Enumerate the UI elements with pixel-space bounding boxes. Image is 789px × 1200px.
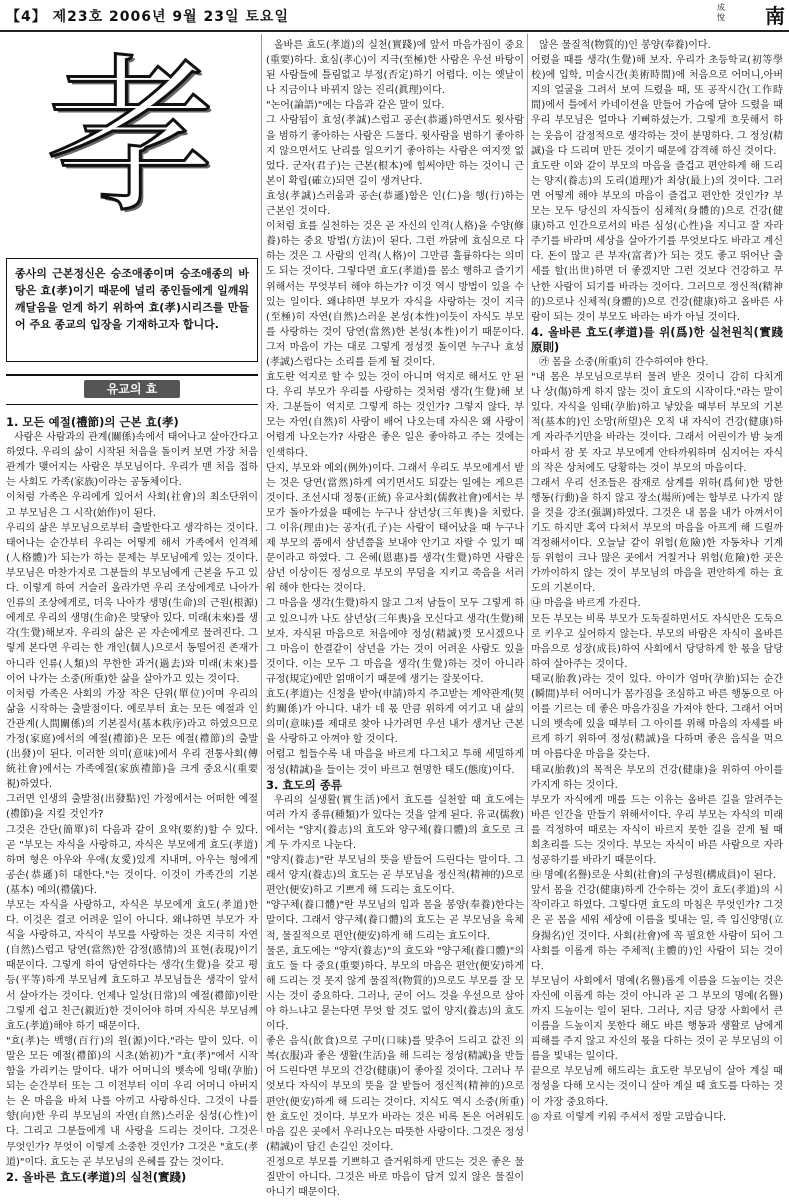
page-header [0, 0, 789, 32]
body-text: 우리의 실생활(實生活)에서 효도를 실천할 때 효도에는 여러 가지 종류(種類)가 있다는 것을 알게 된다. 유교(儒敎)에서는 "양지(養志)의 효도와 양구체(養口體)의 효도로 크게 두 가지로 나눈다. "양지(養志)"란 부모님의 뜻을 받들어 드린다는 말이다. 그래서 양지(養志)의 효도는 곧 부모님을 정신적(精神的)으로 편안(便安)하고 기쁘게 해 드리는 효도이다. "양구체(養口體)"란 부모님의 입과 몸을 봉양(奉養)한다는 말이다. 그래서 양구체(養口體)의 효도는 곧 부모님을 육체적, 물질적으로 편안(便安)하게 해 드리는 효도이다. 물론, 효도에는 "양지(養志)"의 효도와 "양구체(養口體)"의 효도 둘 다 중요(重要)하다. 부모의 마음은 편안(便安)하게 해 드리는 것 못지 않게 물질적(物質的)으로도 부모를 잘 모시는 것이 중요하다. 그러나, 굳이 어느 것을 우선으로 삼아야 하느냐고 묻는다면 무엇 할 것도 없이 양지(養志)의 효도이다. 좋은 음식(飮食)으로 구미(口味)를 맞추어 드리고 값진 의복(衣服)과 좋은 생활(生活)을 해 드리는 정성(精誠)을 반들어 드린다면 부모의 건강(健康)이 좋아질 것이다. 그러나 무엇보다 자식이 부모의 뜻을 잘 받들어 정신적(精神的)으로 편안(便安)하게 해 드리는 것이다. 지식도 역시 소중(所重)한 효도인 것이다. 부모가 바라는 것은 비록 돈은 어려워도 마음 깊은 곳에서 우러나오는 따뜻한 사랑이다. 그것은 정성(精誠)이 담긴 손길인 것이다. 진정으로 부모를 기쁘하고 즐거워하게 만드는 것은 좋은 물질만이 아니다. 그것은 바로 마음이 담겨 있지 않은 물질이 아니기 때문이다. [266, 794, 524, 1199]
section-heading: 4. 올바른 효도(孝道)를 위(爲)한 실천원칙(實踐原則) [531, 324, 783, 354]
section-tag: 유교의 효 [84, 380, 180, 398]
masthead: 南 [765, 4, 785, 28]
lead-box: 종사의 근본정신은 승조애종이며 승조애종의 바탕은 효(孝)이기 때문에 널리 종인들에게 일깨워 깨달음을 얻게 하기 위하여 효(孝)시리즈를 만들어 주요 종교의 입장을 기재하고자 합니다. [6, 258, 258, 362]
body-text: ㉮ 몸을 소중(所重)히 간수하여야 한다. "내 몸은 부모님으로부터 물려 받은 것이니 감히 다치게 나 상(傷)하게 하지 않는 것이 효도의 시작이다."라는 말이 있다. 자식을 임태(孕胎)하고 낳았을 때부터 부모의 기본적(基本的)인 소망(所望)은 오직 내 자식이 건강(健康)하게 자라주기만을 바라는 것이다. 그래서 어린이가 밤 늦게 아파서 잠 못 자고 부모에게 안타까워하며 심지어는 자식의 작은 상처에도 당황하는 것이 부모의 마음이다. 그래서 우리 선조들은 잠재로 삼계를 위하(爲何)한 망한 행동(行動)을 하지 않고 장소(場所)에는 함부로 나가지 않을 것을 강조(强調)하였다. 그것은 내 몸을 내가 아껴서이기도 하지만 혹여 다쳐서 부모의 마음을 아프게 해 드릴까 걱정해서이다. 오늘날 같이 위험(危險)한 자동차나 기계 등 위험이 크나 많은 곳에서 거칠거나 위험(危險)한 곳은 가까이하지 않는 것이 부모님의 마음을 편안하게 하는 효도의 기본이다. ㉯ 마음을 바르게 가진다. 모든 부모는 비록 부모가 도둑질하면서도 자식만은 도둑으로 키우고 싶어하지 않는다. 부모의 바람은 자식이 올바른 마음으로 성장(成長)하여 사회에서 당당하게 한 몫을 담당하여 살아주는 것이다. 태교(胎敎)라는 것이 있다. 아이가 엄마(孕胎)되는 순간(瞬間)부터 어머니가 몸가짐을 조심하고 바른 행동으로 아이를 기르는 데 좋은 마음가짐을 가져야 한다. 그래서 어머니의 뱃속에 있을 때부터 그 아이를 위해 마음의 자세를 바르게 하기 위하여 정성(精誠)을 다하며 좋은 음식을 먹으며 아름다운 마음을 갖는다. 태교(胎敎)의 목적은 부모의 건강(健康)을 위하여 아이를 가지게 하는 것이다. 부모가 자식에게 매를 드는 이유는 올바른 길을 알려주는 바른 인간을 만들기 위해서이다. 우리 부모는 자식의 미래를 걱정하여 때로는 자식이 바르지 못한 길을 걷게 될 때 회초리를 드는 것이다. 부모는 자식이 바른 사람으로 자라 성공하기를 바라기 때문이다. ㉰ 명예(名譽)로운 사회(社會)의 구성원(構成員)이 된다. 앞서 몸을 건강(健康)하게 간수하는 것이 효도(孝道)의 시작이라고 하였다. 그렇다면 효도의 마침은 무엇인가? 그것은 곧 몸을 세워 세상에 이름을 빛내는 일, 즉 입신양명(立身揚名)인 것이다. 사회(社會)에 꼭 필요한 사람이 되어 그 사회를 이롭게 하는 주체적(主體的)인 사람이 되는 것이다. 부모님이 사회에서 명예(名譽)롭게 이름을 드높이는 것은 자신에 이롭게 하는 것이 아니라 곧 그 부모의 명예(名譽)까지 드높이는 일이 된다. 그러나, 지금 당장 사회에서 큰 이름을 드높이지 못한다 해도 바른 행동과 생활로 남에게 피해를 주지 않고 자신의 몫을 다하는 것이 곧 부모님의 이름을 빛내는 일이다. 끝으로 부모님께 해드리는 효도란 부모님이 살아 계실 때 정성을 다해 모시는 것이니 살아 계실 때 효도를 다하는 것이 가장 중요하다. ◎ 자료 이렇게 키워 주셔서 정말 고맙습니다. [531, 356, 783, 1123]
section-banner [6, 374, 258, 405]
hanja-title: 孝 [46, 39, 217, 237]
section-heading: 2. 올바른 효도(孝道)의 실천(實踐) [6, 1169, 187, 1184]
issue-line: 【4】 제23호 2006년 9월 23일 토요일 [6, 9, 289, 25]
body-text: 않은 물질적(物質的)인 봉양(奉養)이다. 어렸을 때를 생각(生覺)해 보자. 우리가 초등학교(初等學校)에 입학, 미술시간(美術時間)에 처음으로 어머니,아버지의 얼굴을 그려서 보여 드렸을 때, 또 공작시간(工作時間)에서 틀에서 카네이션을 만들어 가슴에 달아 드렸을 때 우리 부모님은 얼마나 기뻐하셨는가. 그렇게 흐뭇해서 하는 웃음이 감정적으로 생각하는 것이 분명하다. 그 정성(精誠)을 다 드리며 만든 것이기 때문에 감격해 하신 것이다. 효도란 이와 같이 부모의 마음을 즐겁고 편안하게 해 드리는 양지(養志)의 도리(道理)가 최상(最上)의 것이다. 그러면 어떻게 해야 부모의 마음이 즐겁고 편안한 것인가? 부모는 모두 당신의 자식들이 심체적(身體的)으로 건강(健康)하고 인간으로서의 바른 심성(心性)을 지니고 잘 자라주기를 바라며 세상을 살아가기를 무엇보다도 바라고 계신다. 돈이 많고 큰 부자(富者)가 되는 것도 좋고 뛰어난 출세를 할(出世)하면 더 좋겠지만 그런 것보다 건강하고 무난한 사람이 되기를 바라는 것이다. 그러므로 정신적(精神的)으로나 신체적(身體的)으로 건강(健康)하고 올바른 사람이 되는 것이 부모도 바라는 바가 아닐 것이다. [531, 40, 783, 323]
body-text: 사람은 사람과의 관계(關係)속에서 태어나고 살아간다고 하였다. 우리의 삶이 시작된 처음을 돌이켜 보면 가장 처음 관계가 맺어지는 사람은 부모님이다. 우리가 맨 처음 접하는 사회도 가족(家族)이라는 공동체이다. 이처럼 가족은 우리에게 있어서 사회(社會)의 최소단위이고 부모님은 그 시작(始作)이 된다. 우리의 삶은 부모님으로부터 출발한다고 생각하는 것이다. 태어나는 순간부터 우리는 어떻게 해서 가족에서 인격체(人格體)가 되는가 하는 문제는 부모님에게 있는 것이다. 부모님은 마찬가지로 그분들의 부모님에게 근본을 두고 있다. 이렇게 하여 거슬러 올라가면 우리 조상에게로 나아가 인류의 조상에게로, 더욱 나아가 생명(生命)의 근원(根源)에게로 우리의 생명(生命)은 맞닿아 있다. 미래(未來)를 생각(生覺)해보자. 우리의 삶은 곧 자손에게로 물려진다. 그렇게 본다면 우리는 한 개인(個人)으로서 동떨어진 존재가 아니라 인류(人類)의 무한한 과거(過去)와 미래(未來)를 이어 나가는 소중(所重)한 삶을 살아가고 있는 것이다. 이처럼 가족은 사회의 가장 작은 단위(單位)이며 우리의 삶을 시작하는 출발점이다. 예로부터 효는 모든 예절과 인간관계(人間關係)의 기본질서(基本秩序)라고 하였으므로 가정(家庭)에서의 예절(禮節)은 모든 예절(禮節)의 출발(出發)이 된다. 이러한 의미(意味)에서 우리 전통사회(傳統社會)에서는 가족예절(家族禮節)을 크게 중요시(重要視)하였다. 그러면 인생의 출발점(出發點)인 가정에서는 어떠한 예절(禮節)을 지킬 것인가? 그것은 간단(簡單)히 다음과 같이 요약(要約)할 수 있다. 곧 "부모는 자식을 사랑하고, 자식은 부모에게 효도(孝道)하며 형은 아우와 우애(友愛)있게 지내며, 아우는 형에게 공손(恭遜)히 대한다."는 것이다. 이것이 가족간의 기본(基本) 예의(禮儀)다. 부모는 자식을 사랑하고, 자식은 부모에게 효도(孝道)한다. 이것은 결코 어려운 일이 아니다. 왜냐하면 부모가 자식을 사랑하고, 자식이 부모를 사랑하는 것은 지극히 자연(自然)스럽고 당연(當然)한 감정(感情)의 표현(表現)이기 때문이다. 그렇게 하여 당연하다는 생각(生覺)을 갖고 평등(平等)하게 부모님께 효도하고 부모님들은 생각이 앞서서 살아가는 것이다. 언제나 일상(日常)의 예절(禮節)이란 그렇게 쉽고 친근(親近)한 것이어야 하며 자식은 부모님께 효도(孝道)해야 하기 때문이다. "효(孝)는 백행(百行)의 원(源)이다."라는 말이 있다. 이 말은 모든 예절(禮節)의 시초(始初)가 "효(孝)"에서 시작함을 가리키는 말이다. 내가 어머니의 뱃속에 잉태(孕胎)되는 순간부터 또는 그 이전부터 이미 우리 어머니 아버지는 온 마음을 바쳐 나를 아끼고 사랑하신다. 그것이 나를 향(向)한 우리 부모님의 자연(自然)스러운 심성(心性)이다. 그리고 그분들에게 내 사랑을 드리는 것이다. 그것은 무엇인가? 무엇이 이렇게 소중한 것인가? 그것은 "효도(孝道)"이다. 효도는 곧 부모님의 은혜를 갚는 것이다. [6, 432, 258, 1168]
masthead-small: 成悅 [717, 3, 725, 22]
body-text: 올바른 효도(孝道)의 실천(實踐)에 앞서 마음가짐이 중요(重要)하다. 효심(孝心)이 지극(至極)한 사람은 우선 바탕이 된 사람들에 틀림없고 부정(否定)하기 어렵다. 이는 옛날이나 지금이나 바뀌지 않는 진리(眞理)이다. "논어(論語)"에는 다음과 같은 말이 있다. 그 사람됨이 효성(孝誠)스럽고 공손(恭遜)하면서도 윗사람을 범하기 좋아하는 사람은 드물다. 윗사람을 범하기 좋아하지 않으면서도 난리를 일으키기 좋아하는 사람은 여지껏 없었다. 군자(君子)는 근본(根本)에 힘써야만 하는 것이니 근본이 확립(確立)되면 길이 생겨난다. 효성(孝誠)스러움과 공손(恭遜)함은 인(仁)을 행(行)하는 근본인 것이다. 이처럼 효를 실천하는 것은 곧 자신의 인격(人格)을 수양(修養)하는 중요 방법(方法)이 된다. 그런 까닭에 효심으로 다하는 것은 그 사람의 인격(人格)이 그만큼 훌륭하다는 의미도 되는 것이다. 그렇다면 효도(孝道)를 몸소 행하고 즐기기 위해서는 무엇부터 해야 하는가? 이것 역시 방법이 있을 수 있는 일이다. 왜냐하면 부모가 자식을 사랑하는 것이 지극(至極)히 자연(自然)스러운 본성(本性)이듯이 자식도 부모를 사랑하는 것이 당연(當然)한 본성(本性)이기 때문이다. 그저 마음이 가는 대로 그렇게 정성껏 돌이면 누구나 효성(孝誠)스럽다는 소리를 듣게 될 것이다. 효도란 억지로 할 수 있는 것이 아니며 억지로 해서도 안 된다. 우리 부모가 우리를 사랑하는 것처럼 생각(生覺)해 보자. 그분들이 억지로 그렇게 하는 것인가? 그렇지 않다. 부모는 자연(自然)히 사랑이 배어 나오는데 자식은 왜 사랑이 어렵게 나오는가? 사람은 좋은 일은 좋아하고 주는 것에는 인색하다. 단지, 부모와 예외(例外)이다. 그래서 우리도 부모에게서 받는 것은 당연(當然)하게 여기면서도 되갚는 일에는 게으른 것이다. 조선시대 정통(正統) 유교사회(儒敎社會)에서는 부모가 돌아가셨을 때에는 누구나 삼년상(三年喪)을 치렀다. 그 이유(理由)는 공자(孔子)는 사람이 태어났을 때 누구나 제 부모의 품에서 삼년쯤을 보내야 안기고 자랄 수 있기 때문이라고 하였다. 그 은혜(恩惠)를 생각(生覺)하면 사람은 삼년 이상이든 정성으로 부모의 무덤을 지키고 죽음을 서러워 해야 한다는 것이다. 그 마음을 생각(生覺)하지 않고 그저 남들이 모두 그렇게 하고 있으니까 나도 삼년상(三年喪)을 모신다고 생각(生覺)해 보자. 자식된 마음으로 처음에야 정성(精誠)껏 모시겠으나 그 마음이 한결같이 삼년을 가는 것이 어려운 사람도 있을 것이다. 이는 모두 그 마음을 생각(生覺)하는 것이 아니라 규정(規定)에만 얽매이기 때문에 생기는 잘못이다. 효도(孝道)는 신청을 받아(申請)하지 주고받는 계약관계(契約關係)가 아니다. 내가 네 몫 만큼 위하게 여기고 내 삶의 의미(意味)를 제대로 찾아 나가려면 우선 내가 생겨난 근본을 사랑하고 아껴야 할 것이다. 어렵고 힘들수록 내 마음을 바르게 다그치고 투해 세밀하게 정성(精誠)을 들이는 것이 바르고 현명한 태도(態度)이다. [266, 40, 524, 776]
hanja-title-box [6, 38, 258, 250]
column-1 [6, 38, 258, 1185]
column-2 [266, 38, 524, 1200]
column-rule [261, 34, 262, 1132]
column-rule [527, 34, 528, 1132]
section-heading: 3. 효도의 종류 [266, 777, 342, 792]
column-3 [531, 38, 783, 1125]
section-heading: 1. 모든 예절(禮節)의 근본 효(孝) [6, 415, 179, 429]
